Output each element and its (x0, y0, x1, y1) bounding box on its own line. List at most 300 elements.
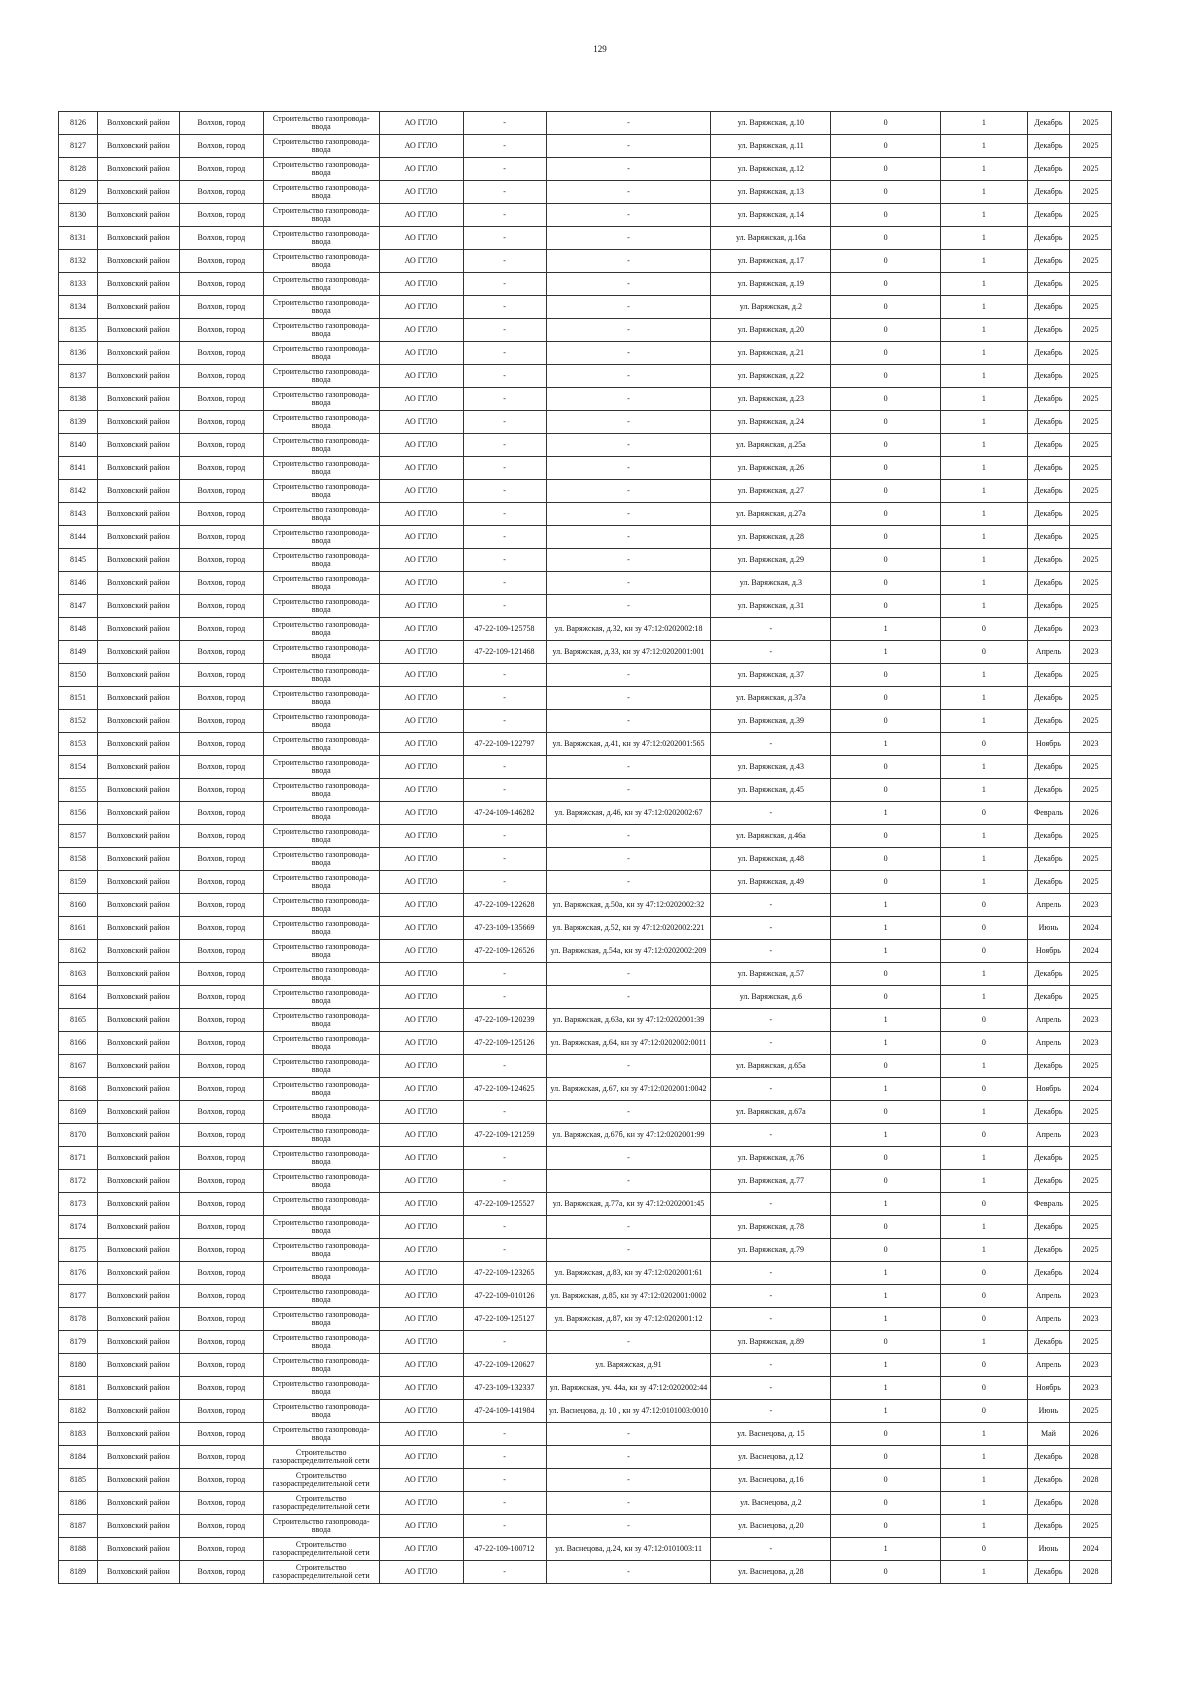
cell-settlement: Волхов, город (179, 1285, 263, 1308)
cell-address: - (711, 1308, 831, 1331)
cell-cadastral-address: ул. Варяжская, д.91 (546, 1354, 711, 1377)
cell-work-type: Строительство газопровода-ввода (263, 158, 379, 181)
cell-count-a: 0 (831, 779, 941, 802)
cell-month: Декабрь (1027, 848, 1069, 871)
cell-month: Декабрь (1027, 434, 1069, 457)
cell-application-number: - (463, 1101, 546, 1124)
cell-count-a: 0 (831, 1331, 941, 1354)
cell-district: Волховский район (97, 1009, 179, 1032)
cell-count-a: 1 (831, 1124, 941, 1147)
cell-address: ул. Варяжская, д.2 (711, 296, 831, 319)
cell-count-a: 0 (831, 848, 941, 871)
cell-year: 2025 (1069, 411, 1111, 434)
cell-row-number: 8159 (59, 871, 98, 894)
cell-count-b: 1 (940, 204, 1027, 227)
cell-address: ул. Варяжская, д.16а (711, 227, 831, 250)
cell-district: Волховский район (97, 342, 179, 365)
cell-application-number: - (463, 1170, 546, 1193)
cell-address: ул. Варяжская, д.67а (711, 1101, 831, 1124)
cell-organization: АО ГГЛО (379, 457, 463, 480)
cell-cadastral-address: - (546, 595, 711, 618)
cell-cadastral-address: - (546, 549, 711, 572)
cell-work-type: Строительство газопровода-ввода (263, 1055, 379, 1078)
cell-settlement: Волхов, город (179, 618, 263, 641)
cell-settlement: Волхов, город (179, 135, 263, 158)
cell-application-number: 47-22-109-124625 (463, 1078, 546, 1101)
cell-settlement: Волхов, город (179, 1170, 263, 1193)
table-row (59, 549, 1112, 572)
cell-count-b: 0 (940, 1538, 1027, 1561)
cell-district: Волховский район (97, 365, 179, 388)
cell-district: Волховский район (97, 1331, 179, 1354)
cell-district: Волховский район (97, 1262, 179, 1285)
cell-work-type: Строительство газопровода-ввода (263, 204, 379, 227)
cell-count-b: 0 (940, 1078, 1027, 1101)
cell-count-a: 0 (831, 296, 941, 319)
cell-year: 2025 (1069, 1101, 1111, 1124)
cell-application-number: - (463, 112, 546, 135)
cell-address: ул. Варяжская, д.17 (711, 250, 831, 273)
cell-month: Декабрь (1027, 664, 1069, 687)
cell-application-number: - (463, 434, 546, 457)
cell-address: ул. Варяжская, д.20 (711, 319, 831, 342)
cell-district: Волховский район (97, 1492, 179, 1515)
cell-settlement: Волхов, город (179, 756, 263, 779)
cell-count-a: 0 (831, 1239, 941, 1262)
cell-application-number: 47-22-109-125758 (463, 618, 546, 641)
cell-cadastral-address: - (546, 319, 711, 342)
cell-year: 2025 (1069, 1193, 1111, 1216)
cell-application-number: 47-23-109-132337 (463, 1377, 546, 1400)
cell-district: Волховский район (97, 1377, 179, 1400)
cell-application-number: - (463, 503, 546, 526)
cell-settlement: Волхов, город (179, 1561, 263, 1584)
cell-address: ул. Варяжская, д.57 (711, 963, 831, 986)
table-row (59, 1446, 1112, 1469)
cell-month: Декабрь (1027, 572, 1069, 595)
cell-organization: АО ГГЛО (379, 848, 463, 871)
cell-year: 2025 (1069, 1170, 1111, 1193)
cell-count-b: 1 (940, 871, 1027, 894)
cell-district: Волховский район (97, 687, 179, 710)
table-row (59, 181, 1112, 204)
table-row (59, 503, 1112, 526)
cell-count-a: 0 (831, 503, 941, 526)
cell-district: Волховский район (97, 480, 179, 503)
cell-address: - (711, 940, 831, 963)
cell-cadastral-address: ул. Варяжская, д.33, кн зу 47:12:0202001:001 (546, 641, 711, 664)
table-body (59, 112, 1112, 1584)
cell-district: Волховский район (97, 1239, 179, 1262)
cell-application-number: - (463, 687, 546, 710)
cell-row-number: 8166 (59, 1032, 98, 1055)
cell-cadastral-address: - (546, 204, 711, 227)
cell-organization: АО ГГЛО (379, 1492, 463, 1515)
cell-work-type: Строительство газопровода-ввода (263, 664, 379, 687)
table-row (59, 825, 1112, 848)
cell-address: ул. Варяжская, д.39 (711, 710, 831, 733)
cell-address: ул. Варяжская, д.46а (711, 825, 831, 848)
cell-year: 2026 (1069, 802, 1111, 825)
cell-organization: АО ГГЛО (379, 1400, 463, 1423)
cell-cadastral-address: - (546, 756, 711, 779)
cell-work-type: Строительство газопровода-ввода (263, 342, 379, 365)
cell-year: 2026 (1069, 1423, 1111, 1446)
cell-application-number: - (463, 296, 546, 319)
cell-row-number: 8153 (59, 733, 98, 756)
cell-address: ул. Васнецова, д. 15 (711, 1423, 831, 1446)
cell-settlement: Волхов, город (179, 687, 263, 710)
cell-work-type: Строительство газопровода-ввода (263, 779, 379, 802)
cell-address: ул. Васнецова, д.2 (711, 1492, 831, 1515)
cell-work-type: Строительство газопровода-ввода (263, 480, 379, 503)
cell-work-type: Строительство газопровода-ввода (263, 710, 379, 733)
cell-organization: АО ГГЛО (379, 1354, 463, 1377)
cell-cadastral-address: - (546, 1469, 711, 1492)
table-row (59, 618, 1112, 641)
cell-row-number: 8179 (59, 1331, 98, 1354)
cell-organization: АО ГГЛО (379, 434, 463, 457)
cell-work-type: Строительство газопровода-ввода (263, 181, 379, 204)
cell-count-b: 1 (940, 1055, 1027, 1078)
table-row (59, 1400, 1112, 1423)
cell-count-b: 1 (940, 434, 1027, 457)
cell-row-number: 8132 (59, 250, 98, 273)
cell-address: ул. Варяжская, д.21 (711, 342, 831, 365)
cell-cadastral-address: - (546, 871, 711, 894)
cell-year: 2025 (1069, 1216, 1111, 1239)
cell-application-number: - (463, 1331, 546, 1354)
cell-application-number: - (463, 1561, 546, 1584)
cell-settlement: Волхов, город (179, 411, 263, 434)
cell-count-a: 0 (831, 526, 941, 549)
cell-cadastral-address: - (546, 388, 711, 411)
cell-row-number: 8184 (59, 1446, 98, 1469)
table-row (59, 1262, 1112, 1285)
cell-work-type: Строительство газораспределительной сети (263, 1469, 379, 1492)
cell-row-number: 8146 (59, 572, 98, 595)
cell-cadastral-address: - (546, 1561, 711, 1584)
cell-work-type: Строительство газопровода-ввода (263, 388, 379, 411)
cell-work-type: Строительство газопровода-ввода (263, 1170, 379, 1193)
cell-year: 2025 (1069, 158, 1111, 181)
cell-cadastral-address: - (546, 1216, 711, 1239)
cell-row-number: 8158 (59, 848, 98, 871)
table-row (59, 1124, 1112, 1147)
cell-district: Волховский район (97, 1354, 179, 1377)
cell-row-number: 8169 (59, 1101, 98, 1124)
cell-application-number: - (463, 342, 546, 365)
cell-settlement: Волхов, город (179, 480, 263, 503)
cell-row-number: 8186 (59, 1492, 98, 1515)
cell-district: Волховский район (97, 917, 179, 940)
cell-year: 2025 (1069, 480, 1111, 503)
cell-year: 2025 (1069, 825, 1111, 848)
cell-application-number: - (463, 158, 546, 181)
cell-work-type: Строительство газораспределительной сети (263, 1446, 379, 1469)
cell-organization: АО ГГЛО (379, 1147, 463, 1170)
cell-application-number: - (463, 388, 546, 411)
cell-work-type: Строительство газопровода-ввода (263, 940, 379, 963)
cell-row-number: 8135 (59, 319, 98, 342)
cell-row-number: 8177 (59, 1285, 98, 1308)
cell-address: - (711, 618, 831, 641)
cell-application-number: - (463, 1492, 546, 1515)
cell-year: 2025 (1069, 1147, 1111, 1170)
cell-application-number: - (463, 825, 546, 848)
cell-organization: АО ГГЛО (379, 687, 463, 710)
cell-cadastral-address: ул. Варяжская, д.87, кн зу 47:12:0202001:12 (546, 1308, 711, 1331)
cell-row-number: 8173 (59, 1193, 98, 1216)
cell-work-type: Строительство газопровода-ввода (263, 1377, 379, 1400)
table-row (59, 158, 1112, 181)
table-row (59, 1331, 1112, 1354)
table-row (59, 687, 1112, 710)
cell-month: Декабрь (1027, 1561, 1069, 1584)
cell-district: Волховский район (97, 135, 179, 158)
cell-organization: АО ГГЛО (379, 618, 463, 641)
cell-work-type: Строительство газопровода-ввода (263, 687, 379, 710)
table-row (59, 388, 1112, 411)
cell-work-type: Строительство газораспределительной сети (263, 1492, 379, 1515)
cell-count-a: 0 (831, 480, 941, 503)
table-row (59, 917, 1112, 940)
cell-application-number: 47-22-109-121259 (463, 1124, 546, 1147)
cell-application-number: - (463, 181, 546, 204)
cell-year: 2025 (1069, 296, 1111, 319)
cell-cadastral-address: - (546, 1492, 711, 1515)
cell-month: Апрель (1027, 1285, 1069, 1308)
cell-count-b: 0 (940, 618, 1027, 641)
cell-row-number: 8164 (59, 986, 98, 1009)
cell-organization: АО ГГЛО (379, 1377, 463, 1400)
cell-address: ул. Варяжская, д.19 (711, 273, 831, 296)
cell-organization: АО ГГЛО (379, 1423, 463, 1446)
cell-work-type: Строительство газопровода-ввода (263, 733, 379, 756)
cell-count-a: 0 (831, 1216, 941, 1239)
cell-organization: АО ГГЛО (379, 595, 463, 618)
cell-row-number: 8141 (59, 457, 98, 480)
cell-settlement: Волхов, город (179, 526, 263, 549)
cell-application-number: - (463, 1147, 546, 1170)
cell-cadastral-address: - (546, 434, 711, 457)
cell-work-type: Строительство газопровода-ввода (263, 457, 379, 480)
table-row (59, 894, 1112, 917)
cell-row-number: 8189 (59, 1561, 98, 1584)
cell-count-a: 1 (831, 1009, 941, 1032)
cell-settlement: Волхов, город (179, 388, 263, 411)
cell-month: Декабрь (1027, 204, 1069, 227)
cell-row-number: 8171 (59, 1147, 98, 1170)
cell-cadastral-address: - (546, 112, 711, 135)
table-row (59, 250, 1112, 273)
cell-month: Декабрь (1027, 227, 1069, 250)
cell-month: Апрель (1027, 1032, 1069, 1055)
cell-cadastral-address: ул. Варяжская, д.41, кн зу 47:12:0202001:565 (546, 733, 711, 756)
cell-count-b: 1 (940, 595, 1027, 618)
cell-address: ул. Варяжская, д.24 (711, 411, 831, 434)
cell-application-number: - (463, 135, 546, 158)
cell-organization: АО ГГЛО (379, 963, 463, 986)
cell-organization: АО ГГЛО (379, 802, 463, 825)
cell-count-a: 0 (831, 1446, 941, 1469)
cell-year: 2025 (1069, 756, 1111, 779)
cell-month: Декабрь (1027, 1262, 1069, 1285)
table-row (59, 1216, 1112, 1239)
cell-organization: АО ГГЛО (379, 1193, 463, 1216)
table-row (59, 756, 1112, 779)
cell-address: ул. Васнецова, д.16 (711, 1469, 831, 1492)
cell-row-number: 8140 (59, 434, 98, 457)
cell-count-b: 1 (940, 1331, 1027, 1354)
cell-district: Волховский район (97, 825, 179, 848)
cell-month: Декабрь (1027, 411, 1069, 434)
cell-year: 2025 (1069, 549, 1111, 572)
cell-application-number: 47-22-109-122628 (463, 894, 546, 917)
cell-settlement: Волхов, город (179, 181, 263, 204)
table-row (59, 480, 1112, 503)
cell-month: Декабрь (1027, 1515, 1069, 1538)
cell-count-b: 1 (940, 1423, 1027, 1446)
cell-application-number: - (463, 1055, 546, 1078)
cell-cadastral-address: - (546, 503, 711, 526)
cell-month: Декабрь (1027, 986, 1069, 1009)
cell-address: ул. Варяжская, д.28 (711, 526, 831, 549)
cell-year: 2025 (1069, 1055, 1111, 1078)
cell-work-type: Строительство газопровода-ввода (263, 1515, 379, 1538)
cell-work-type: Строительство газопровода-ввода (263, 503, 379, 526)
cell-address: ул. Варяжская, д.79 (711, 1239, 831, 1262)
cell-row-number: 8155 (59, 779, 98, 802)
cell-district: Волховский район (97, 1078, 179, 1101)
cell-organization: АО ГГЛО (379, 204, 463, 227)
table-row (59, 434, 1112, 457)
cell-district: Волховский район (97, 710, 179, 733)
cell-row-number: 8129 (59, 181, 98, 204)
cell-address: ул. Варяжская, д.78 (711, 1216, 831, 1239)
cell-settlement: Волхов, город (179, 641, 263, 664)
cell-row-number: 8176 (59, 1262, 98, 1285)
cell-count-b: 0 (940, 1009, 1027, 1032)
cell-address: ул. Варяжская, д.43 (711, 756, 831, 779)
cell-count-b: 1 (940, 135, 1027, 158)
cell-cadastral-address: - (546, 457, 711, 480)
cell-work-type: Строительство газораспределительной сети (263, 1538, 379, 1561)
cell-application-number: - (463, 986, 546, 1009)
cell-year: 2023 (1069, 641, 1111, 664)
cell-row-number: 8156 (59, 802, 98, 825)
cell-address: ул. Варяжская, д.77 (711, 1170, 831, 1193)
cell-settlement: Волхов, город (179, 296, 263, 319)
cell-cadastral-address: - (546, 296, 711, 319)
cell-address: - (711, 641, 831, 664)
cell-settlement: Волхов, город (179, 273, 263, 296)
cell-work-type: Строительство газопровода-ввода (263, 227, 379, 250)
cell-count-a: 0 (831, 1515, 941, 1538)
table-row (59, 1469, 1112, 1492)
cell-organization: АО ГГЛО (379, 1285, 463, 1308)
cell-count-a: 0 (831, 549, 941, 572)
cell-address: - (711, 1400, 831, 1423)
cell-organization: АО ГГЛО (379, 756, 463, 779)
cell-address: ул. Варяжская, д.89 (711, 1331, 831, 1354)
cell-work-type: Строительство газопровода-ввода (263, 1101, 379, 1124)
cell-organization: АО ГГЛО (379, 1331, 463, 1354)
cell-cadastral-address: - (546, 250, 711, 273)
cell-settlement: Волхов, город (179, 1216, 263, 1239)
cell-count-a: 0 (831, 135, 941, 158)
cell-year: 2025 (1069, 227, 1111, 250)
cell-cadastral-address: - (546, 526, 711, 549)
cell-row-number: 8165 (59, 1009, 98, 1032)
cell-cadastral-address: ул. Варяжская, д.85, кн зу 47:12:0202001:0002 (546, 1285, 711, 1308)
cell-year: 2025 (1069, 112, 1111, 135)
cell-district: Волховский район (97, 1055, 179, 1078)
cell-settlement: Волхов, город (179, 986, 263, 1009)
cell-year: 2025 (1069, 273, 1111, 296)
cell-application-number: 47-22-109-120627 (463, 1354, 546, 1377)
cell-work-type: Строительство газопровода-ввода (263, 641, 379, 664)
cell-count-b: 0 (940, 1193, 1027, 1216)
cell-application-number: - (463, 1216, 546, 1239)
cell-cadastral-address: - (546, 986, 711, 1009)
cell-settlement: Волхов, город (179, 1469, 263, 1492)
cell-count-b: 1 (940, 1147, 1027, 1170)
cell-year: 2023 (1069, 1354, 1111, 1377)
cell-month: Декабрь (1027, 526, 1069, 549)
cell-count-b: 1 (940, 1216, 1027, 1239)
cell-cadastral-address: - (546, 1055, 711, 1078)
cell-row-number: 8136 (59, 342, 98, 365)
cell-district: Волховский район (97, 664, 179, 687)
cell-cadastral-address: - (546, 1239, 711, 1262)
cell-count-b: 1 (940, 1446, 1027, 1469)
cell-year: 2025 (1069, 1331, 1111, 1354)
cell-cadastral-address: - (546, 963, 711, 986)
table-row (59, 664, 1112, 687)
cell-row-number: 8185 (59, 1469, 98, 1492)
cell-year: 2025 (1069, 986, 1111, 1009)
cell-count-b: 1 (940, 388, 1027, 411)
cell-district: Волховский район (97, 158, 179, 181)
cell-row-number: 8149 (59, 641, 98, 664)
cell-work-type: Строительство газопровода-ввода (263, 1331, 379, 1354)
cell-application-number: - (463, 1239, 546, 1262)
cell-organization: АО ГГЛО (379, 503, 463, 526)
cell-application-number: - (463, 963, 546, 986)
cell-application-number: - (463, 1469, 546, 1492)
cell-organization: АО ГГЛО (379, 1124, 463, 1147)
cell-address: - (711, 733, 831, 756)
cell-year: 2023 (1069, 733, 1111, 756)
table-row (59, 1377, 1112, 1400)
cell-district: Волховский район (97, 1446, 179, 1469)
cell-year: 2023 (1069, 1308, 1111, 1331)
cell-organization: АО ГГЛО (379, 250, 463, 273)
cell-district: Волховский район (97, 112, 179, 135)
cell-settlement: Волхов, город (179, 1423, 263, 1446)
cell-count-a: 0 (831, 1101, 941, 1124)
table-row (59, 273, 1112, 296)
cell-district: Волховский район (97, 641, 179, 664)
cell-count-a: 1 (831, 894, 941, 917)
table-row (59, 1009, 1112, 1032)
cell-row-number: 8151 (59, 687, 98, 710)
cell-count-b: 1 (940, 411, 1027, 434)
cell-cadastral-address: ул. Варяжская, д.77а, кн зу 47:12:0202001:45 (546, 1193, 711, 1216)
cell-row-number: 8167 (59, 1055, 98, 1078)
cell-row-number: 8181 (59, 1377, 98, 1400)
